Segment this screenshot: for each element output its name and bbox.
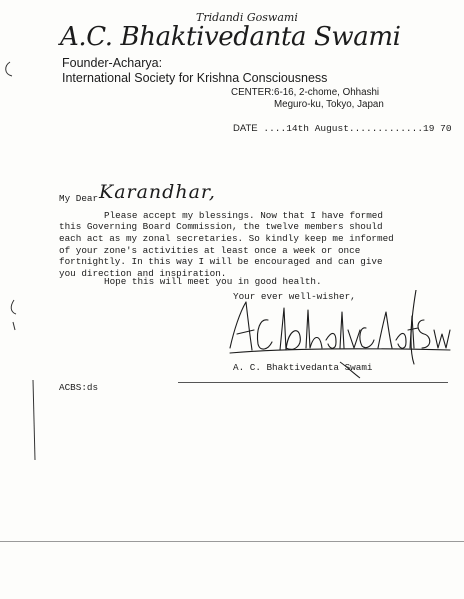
letterhead-name: A.C. Bhaktivedanta Swami <box>60 22 401 52</box>
typed-name-flourish <box>338 360 368 380</box>
address-line-2: Meguro-ku, Tokyo, Japan <box>274 99 384 110</box>
letterhead-organization: International Society for Krishna Consciousness <box>62 71 328 85</box>
date-line <box>233 123 452 134</box>
body-line-2: this Governing Board Commission, the twelve members should <box>59 221 383 232</box>
reference-initials: ACBS:ds <box>59 382 99 393</box>
body-line-1: Please accept my blessings. Now that I have formed <box>104 210 383 221</box>
address-line-1: CENTER:6-16, 2-chome, Ohhashi <box>231 87 380 98</box>
date-leader-2: ............. <box>348 123 424 134</box>
scan-margin-marks <box>0 0 40 500</box>
date-value: 14th August <box>286 123 349 134</box>
typed-name: A. C. Bhaktivedanta Swami <box>233 362 373 373</box>
body-paragraph-2: Hope this will meet you in good health. <box>104 276 322 287</box>
date-year: 19 70 <box>423 123 452 134</box>
signature-drawing <box>228 290 453 365</box>
date-leader: .... <box>263 123 287 134</box>
salutation-prefix: My Dear <box>59 193 99 204</box>
date-label: DATE <box>233 123 258 134</box>
closing-text: Your ever well-wisher, <box>233 291 356 302</box>
salutation-name: Karandhar, <box>99 181 216 203</box>
letterhead-role: Founder-Acharya: <box>62 56 163 70</box>
body-line-3: each act as my zonal secretaries. So kindly keep me informed <box>59 233 394 244</box>
body-line-6: you direction and inspiration. <box>59 268 227 279</box>
body-line-4: of your zone's activities at least once a week or once <box>59 245 361 256</box>
signature-underline <box>178 382 448 383</box>
divider-line <box>0 541 464 542</box>
body-line-5: fortnightly. In this way I will be encouraged and can give <box>59 256 383 267</box>
letterhead-subtitle: Tridandi Goswami <box>196 11 298 24</box>
